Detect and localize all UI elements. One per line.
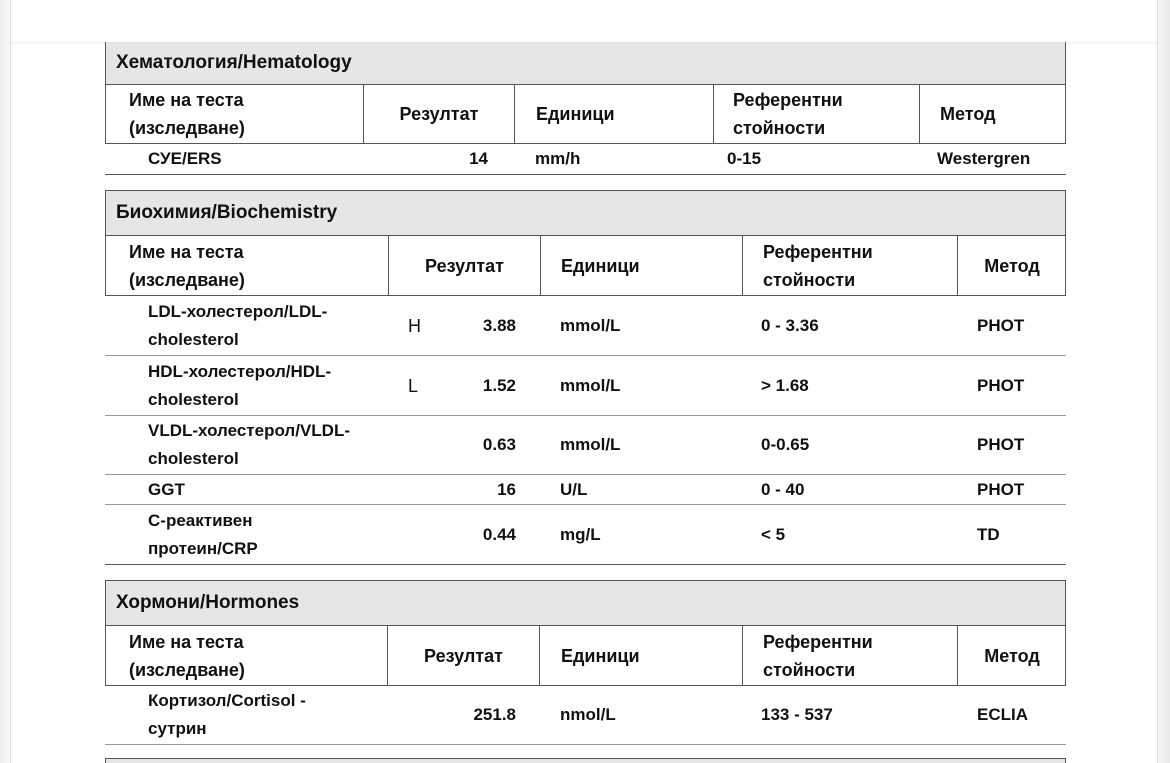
test-name: С-реактивен протеин/CRP [148, 510, 258, 558]
table-row [105, 505, 1066, 565]
result-flag: L [408, 375, 419, 396]
reference-range: 0-15 [727, 149, 762, 168]
hematology-table-header [105, 85, 1066, 144]
header-units: Единици [561, 255, 640, 276]
table-row [105, 296, 1066, 356]
test-name: HDL-холестерол/HDL-cholesterol [148, 361, 332, 409]
units: U/L [560, 479, 588, 499]
header-test-name: Име на теста (изследване) [129, 631, 245, 680]
header-divider [713, 85, 714, 143]
reference-range: 0 - 40 [761, 479, 805, 499]
test-name: VLDL-холестерол/VLDL-cholesterol [148, 421, 350, 468]
hematology-section-title: Хематология/Hematology [105, 42, 1066, 85]
page-left-edge [10, 0, 11, 763]
test-name: LDL-холестерол/LDL-cholesterol [148, 301, 328, 349]
header-test-name: Име на теста (изследване) [129, 241, 245, 290]
table-row [105, 475, 1066, 505]
header-divider [742, 626, 743, 685]
table-row [105, 686, 1066, 745]
viewer-right-margin [1158, 0, 1170, 763]
header-test-name: Име на теста (изследване) [129, 90, 245, 138]
reference-range: 0 - 3.36 [761, 315, 819, 335]
viewer-left-margin [0, 0, 10, 763]
header-result: Резултат [425, 255, 504, 276]
method: PHOT [977, 375, 1025, 395]
result-value: 14 [469, 149, 488, 168]
result-flag: H [408, 315, 421, 336]
biochemistry-section-title: Биохимия/Biochemistry [105, 190, 1066, 236]
header-reference: Референтни стойности [733, 90, 843, 138]
header-units: Единици [561, 645, 640, 666]
table-row [105, 144, 1066, 175]
method: Westergren [937, 149, 1031, 168]
units: nmol/L [560, 705, 616, 724]
units: mmol/L [560, 435, 621, 454]
header-divider [539, 626, 540, 685]
header-units: Единици [536, 104, 615, 124]
header-method: Метод [984, 255, 1040, 276]
header-reference: Референтни стойности [763, 241, 873, 290]
header-reference: Референтни стойности [763, 631, 873, 680]
method: PHOT [977, 479, 1025, 499]
header-method: Метод [984, 645, 1040, 666]
result-value: 251.8 [473, 705, 516, 724]
hematology-section [105, 42, 1066, 175]
reference-range: 0-0.65 [761, 435, 810, 454]
header-method: Метод [940, 104, 996, 124]
result-value: 3.88 [482, 315, 516, 335]
header-result: Резултат [424, 645, 503, 666]
test-name: GGT [148, 479, 185, 499]
hormones-section-title: Хормони/Hormones [105, 580, 1066, 626]
units: mm/h [535, 149, 581, 168]
result-value: 0.63 [482, 435, 516, 454]
units: mg/L [560, 524, 601, 544]
hormones-section [105, 580, 1066, 745]
result-value: 0.44 [482, 524, 516, 544]
header-result: Резултат [399, 104, 479, 124]
reference-range: 133 - 537 [761, 705, 833, 724]
method: PHOT [977, 315, 1025, 335]
reference-range: < 5 [761, 524, 786, 544]
biochemistry-table-header [105, 236, 1066, 296]
table-row [105, 356, 1066, 416]
units: mmol/L [560, 315, 621, 335]
result-value: 16 [497, 479, 516, 499]
next-section-top-edge [105, 758, 1066, 763]
table-row [105, 416, 1066, 475]
header-divider [540, 236, 541, 295]
header-divider [514, 85, 515, 143]
reference-range: > 1.68 [761, 375, 809, 395]
header-divider [919, 85, 920, 143]
method: PHOT [977, 435, 1025, 454]
biochemistry-section [105, 190, 1066, 565]
method: ECLIA [977, 705, 1028, 724]
method: TD [977, 524, 1000, 544]
units: mmol/L [560, 375, 621, 395]
header-divider [742, 236, 743, 295]
result-value: 1.52 [482, 375, 516, 395]
test-name: Кортизол/Cortisol - сутрин [148, 691, 306, 738]
hormones-table-header [105, 626, 1066, 686]
test-name: СУЕ/ERS [148, 149, 222, 168]
